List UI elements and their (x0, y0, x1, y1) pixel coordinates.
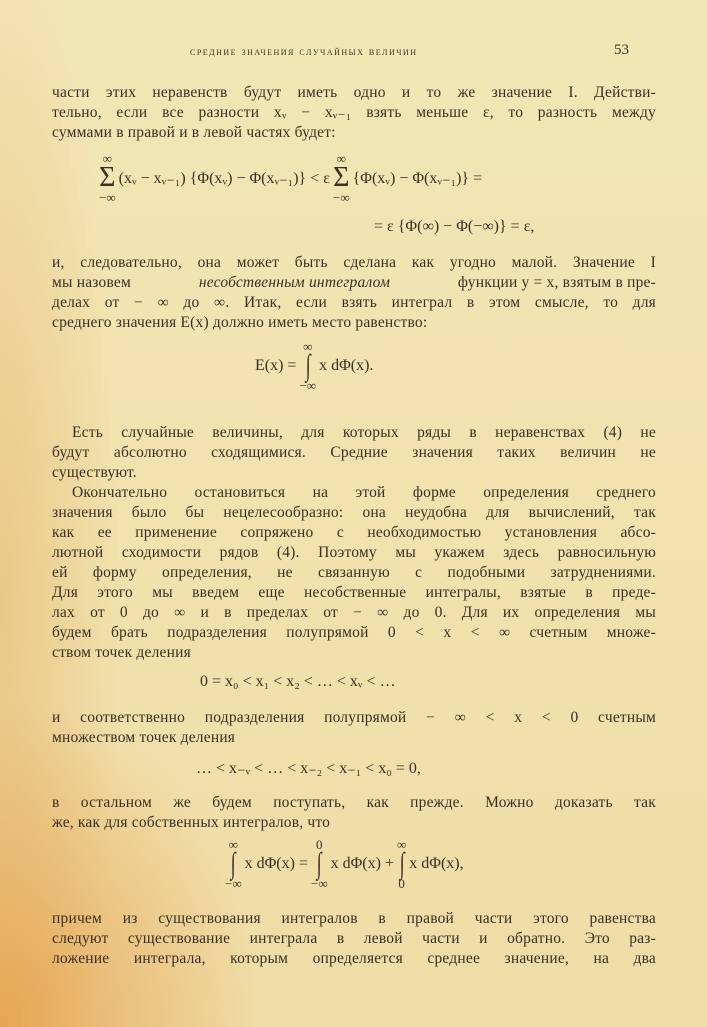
text-line: в остальном же будем поступать, как прежде. Можно доказать так (52, 794, 656, 811)
text-line: ей форму определения, не связанную с подобными затруднениями. (52, 564, 656, 581)
lower-limit: −∞ (299, 378, 317, 393)
integral-symbol: ∫ (316, 847, 322, 880)
formula-term: {Φ(xᵥ) − Φ(xᵥ₋₁)} = (352, 170, 483, 187)
sum-operator (99, 152, 116, 204)
text-line: причем из существования интегралов в правой части этого равенства (52, 910, 656, 927)
integral-symbol: ∫ (230, 847, 236, 880)
text-line: будут абсолютно сходящимися. Средние значения таких величин не (52, 444, 656, 461)
integrand: x dΦ(x), (409, 855, 464, 872)
text-line (52, 273, 656, 293)
text-line: как ее применение сопряжено с необходимостью установления абсо- (52, 524, 656, 541)
upper-limit: ∞ (303, 339, 313, 354)
lower-limit: −∞ (332, 190, 350, 205)
text-line: суммами в правой и в левой частях будет: (52, 124, 336, 141)
text-line: же, как для собственных интегралов, что (52, 814, 331, 831)
text-line: следуют существование интеграла в левой части и обратно. Это раз- (52, 930, 656, 947)
text-line: и соответственно подразделения полупрямой − ∞ < x < 0 счетным (52, 709, 656, 726)
emphasized-term: несобственным интегралом (198, 274, 391, 291)
upper-limit: ∞ (396, 837, 407, 852)
formula-expectation (255, 340, 373, 392)
text-fragment: мы назовем (52, 274, 131, 291)
formula-partition-negative: … < x₋ᵥ < … < x₋₂ < x₋₁ < x₀ = 0, (196, 760, 421, 777)
running-title: средние значения случайных величин (190, 44, 418, 58)
text-line: множеством точек деления (52, 729, 236, 746)
integral-operator (225, 838, 242, 890)
upper-limit: ∞ (102, 151, 112, 166)
lower-limit: −∞ (310, 876, 328, 891)
lower-limit: −∞ (99, 190, 116, 205)
integrand: x dΦ(x) = (244, 855, 308, 872)
formula-integral-split (222, 838, 464, 890)
integral-operator (311, 838, 328, 890)
upper-limit: 0 (316, 837, 323, 852)
text-line: и, следовательно, она может быть сделана как угодно малой. Значение I (52, 254, 656, 271)
integral-symbol: ∫ (399, 847, 405, 880)
upper-limit: ∞ (228, 837, 238, 852)
formula-sum-inequality (96, 152, 482, 204)
text-line: делах от − ∞ до ∞. Итак, если взять интеграл в этом смысле, то для (52, 294, 656, 311)
integrand: x dΦ(x) + (330, 855, 394, 872)
text-line: части этих неравенств будут иметь одно и то же значение I. Действи- (52, 84, 656, 101)
formula-lhs: E(x) = (255, 357, 297, 374)
lower-limit: −∞ (225, 876, 242, 891)
text-line: значения было бы нецелесообразно: она неудобна для вычислений, так (52, 504, 656, 521)
text-line: ством точек деления (52, 644, 191, 661)
text-line: Есть случайные величины, для которых ряды в неравенствах (4) не (72, 424, 656, 441)
upper-limit: ∞ (336, 151, 346, 166)
page-number: 53 (614, 42, 629, 58)
text-line: лах от 0 до ∞ и в пределах от − ∞ до 0. Для их определения мы (52, 604, 656, 621)
lower-limit: 0 (398, 876, 405, 891)
sigma-symbol: Σ (333, 162, 350, 193)
sigma-symbol: Σ (99, 162, 116, 193)
integral-operator (299, 340, 316, 392)
text-line: лютной сходимости рядов (4). Поэтому мы укажем здесь равносильную (52, 544, 656, 561)
formula-term: (xᵥ − xᵥ₋₁) {Φ(xᵥ) − Φ(xᵥ₋₁)} < ε (118, 170, 330, 187)
text-line: будем брать подразделения полупрямой 0 < x < ∞ счетным множе- (52, 624, 656, 641)
text-line: среднего значения E(x) должно иметь место равенство: (52, 314, 428, 331)
text-line: ложение интеграла, которым определяется среднее значение, на два (52, 950, 656, 967)
text-line: существуют. (52, 464, 137, 481)
formula-line-2: = ε {Φ(∞) − Φ(−∞)} = ε, (374, 218, 535, 235)
text-line: тельно, если все разности xᵥ − xᵥ₋₁ взять меньше ε, то разность между (52, 104, 656, 121)
formula-rhs: x dΦ(x). (319, 357, 374, 374)
integral-operator (397, 838, 406, 890)
sum-operator (333, 152, 350, 204)
formula-partition-positive: 0 = x₀ < x₁ < x₂ < … < xᵥ < … (200, 673, 396, 690)
text-line: Окончательно остановиться на этой форме определения среднего (72, 484, 656, 501)
text-fragment: функции y = x, взятым в пре- (457, 274, 656, 291)
integral-symbol: ∫ (305, 349, 311, 382)
text-line: Для этого мы введем еще несобственные интегралы, взятые в преде- (52, 584, 656, 601)
